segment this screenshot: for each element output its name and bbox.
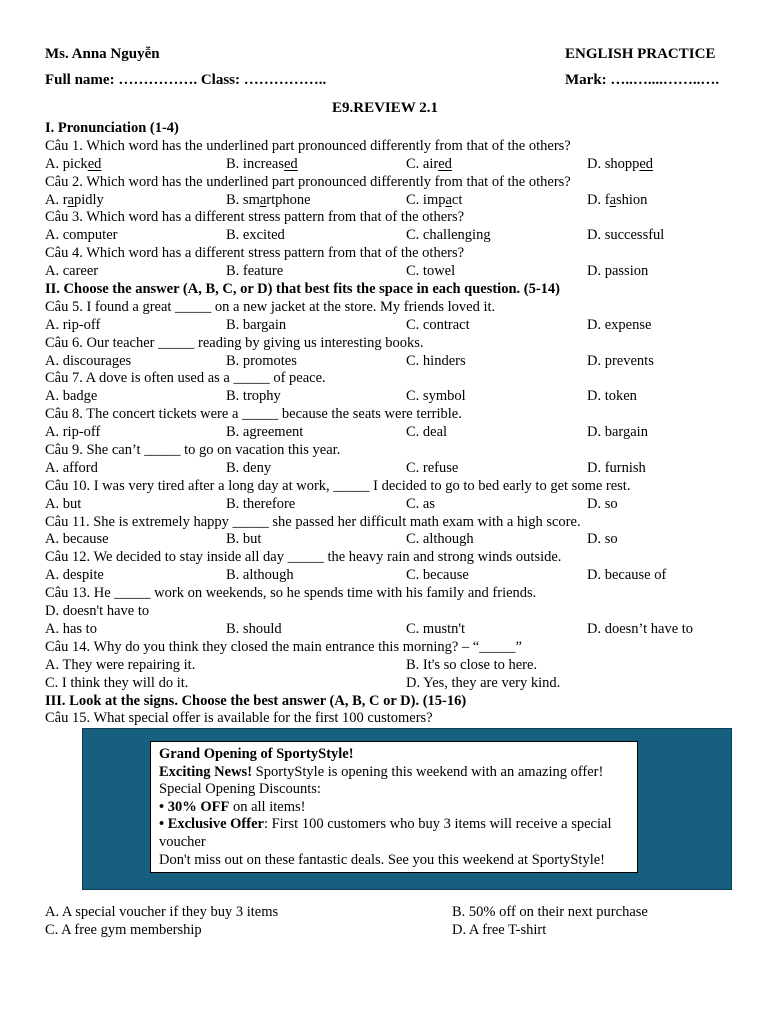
option-b: B. although (226, 567, 294, 584)
sign-notice (150, 741, 638, 873)
option-c: C. I think they will do it. (45, 674, 189, 691)
mark-line: Mark: …..…....……..…. (565, 72, 720, 88)
sign-closing: Don't miss out on these fantastic deals. See you this weekend at SportyStyle! (159, 851, 605, 868)
question-text: Câu 1. Which word has the underlined part pronounced differently from that of the others? (45, 137, 571, 154)
option-a: A. badge (45, 388, 98, 405)
question-text: Câu 15. What special offer is available for the first 100 customers? (45, 710, 433, 727)
option-a: A. A special voucher if they buy 3 items (45, 904, 279, 920)
header-row-1 (45, 46, 725, 72)
option-b: B. should (226, 620, 282, 637)
option-a: A. but (45, 495, 82, 512)
fullname-class-line: Full name: ……………. Class: …………….. (45, 72, 327, 88)
sign-image (82, 728, 732, 890)
sign-news: Exciting News! SportyStyle is opening this weekend with an amazing offer! (159, 763, 604, 780)
options-row (45, 922, 725, 940)
option-d: D. doesn’t have to (587, 620, 694, 637)
options-row (45, 567, 725, 585)
question-text: Câu 11. She is extremely happy _____ she passed her difficult math exam with a high score. (45, 513, 581, 530)
question-text: Câu 7. A dove is often used as a _____ of peace. (45, 370, 326, 387)
option-d: D. shopped (587, 155, 654, 172)
option-c: C. because (406, 567, 469, 584)
question-text: Câu 4. Which word has a different stress pattern from that of the others? (45, 245, 465, 262)
options-row (45, 621, 725, 639)
question-text: Câu 12. We decided to stay inside all day _____ the heavy rain and strong winds outside. (45, 549, 562, 566)
option-c: C. challenging (406, 227, 491, 244)
options-row (45, 675, 725, 693)
option-b: B. trophy (226, 388, 281, 405)
option-b: B. but (226, 531, 262, 548)
subject-title: ENGLISH PRACTICE (565, 46, 716, 62)
sign-bullet-2: • Exclusive Offer: First 100 customers who buy 3 items will receive a special voucher (159, 816, 612, 850)
header-row-2 (45, 72, 725, 98)
section-heading: III. Look at the signs. Choose the best answer (A, B, C or D). (15-16) (45, 692, 467, 709)
option-a: A. rapidly (45, 191, 104, 208)
option-d: D. A free T-shirt (452, 921, 547, 938)
option-c: C. as (406, 495, 435, 512)
option-c: C. although (406, 531, 474, 548)
option-c: C. impact (406, 191, 463, 208)
sign-discounts: Special Opening Discounts: (159, 781, 321, 798)
options-row (45, 657, 725, 675)
option-b: B. 50% off on their next purchase (452, 904, 648, 920)
option-b: B. feature (226, 263, 284, 280)
options-row (45, 904, 725, 922)
option-d: D. token (587, 388, 637, 405)
option-a: A. discourages (45, 352, 132, 369)
options-row (45, 263, 725, 281)
option-d: D. so (587, 531, 618, 548)
option-d: D. passion (587, 263, 649, 280)
question-text: Câu 13. He _____ work on weekends, so he spends time with his family and friends. (45, 585, 537, 602)
option-a: A. despite (45, 567, 104, 584)
option-d: D. Yes, they are very kind. (406, 674, 561, 691)
options-row (45, 388, 725, 406)
option-c: C. symbol (406, 388, 466, 405)
option-c: C. deal (406, 424, 448, 441)
option-b: B. deny (226, 459, 272, 476)
option-c: C. A free gym membership (45, 921, 202, 938)
question-text: Câu 3. Which word has a different stress pattern from that of the others? (45, 209, 465, 226)
sign-title: Grand Opening of SportyStyle! (159, 746, 354, 762)
option-b: B. promotes (226, 352, 297, 369)
question-text: Câu 5. I found a great _____ on a new jacket at the store. My friends loved it. (45, 298, 496, 315)
option-a: A. They were repairing it. (45, 656, 196, 673)
option-d: D. prevents (587, 352, 654, 369)
options-row (45, 317, 725, 335)
option-b: B. therefore (226, 495, 296, 512)
option-d: D. expense (587, 316, 652, 333)
option-a: A. rip-off (45, 316, 101, 333)
options-row (45, 531, 725, 549)
worksheet (45, 46, 725, 938)
option-c: C. refuse (406, 459, 459, 476)
question-text: Câu 8. The concert tickets were a _____ because the seats were terrible. (45, 406, 462, 423)
question-text: Câu 10. I was very tired after a long day at work, _____ I decided to go to bed early to get some rest. (45, 477, 631, 494)
options-row (45, 353, 725, 371)
options-row (45, 227, 725, 245)
sign-bullet-1: • 30% OFF on all items! (159, 798, 306, 815)
worksheet-title: E9.REVIEW 2.1 (332, 100, 438, 116)
option-c: C. towel (406, 263, 456, 280)
question-text: Câu 14. Why do you think they closed the main entrance this morning? – “_____” (45, 638, 522, 655)
option-b: B. It's so close to here. (406, 656, 538, 673)
option-d: D. bargain (587, 424, 648, 441)
question-text: Câu 9. She can’t _____ to go on vacation this year. (45, 442, 341, 459)
section-heading: II. Choose the answer (A, B, C, or D) that best fits the space in each question. (5-14) (45, 281, 561, 298)
options-row (45, 424, 725, 442)
option-a: A. picked (45, 155, 102, 172)
option-a: A. afford (45, 459, 98, 476)
question-text: Câu 6. Our teacher _____ reading by giving us interesting books. (45, 334, 424, 351)
option-b: B. agreement (226, 424, 304, 441)
option-d: D. because of (587, 567, 667, 584)
option-c: C. aired (406, 155, 452, 172)
option-d: D. fashion (587, 191, 648, 208)
option-a: A. because (45, 531, 109, 548)
question-text: Câu 2. Which word has the underlined part pronounced differently from that of the others? (45, 173, 571, 190)
options-row (45, 460, 725, 478)
option-a: A. rip-off (45, 424, 101, 441)
option-b: B. excited (226, 227, 285, 244)
option-a: A. computer (45, 227, 118, 244)
teacher-name: Ms. Anna Nguyễn (45, 46, 160, 62)
option-b: B. smartphone (226, 191, 311, 208)
option-c: C. hinders (406, 352, 466, 369)
option-d: D. successful (587, 227, 665, 244)
option-d: D. furnish (587, 459, 646, 476)
option-c: C. mustn't (406, 620, 466, 637)
options-row (45, 496, 725, 514)
option-b: B. increased (226, 155, 298, 172)
options-row (45, 192, 725, 210)
option-a: A. has to (45, 620, 97, 637)
option-c: C. contract (406, 316, 470, 333)
section-heading: I. Pronunciation (1-4) (45, 120, 179, 136)
q15-options (45, 904, 725, 940)
option-a: A. career (45, 263, 99, 280)
stray-option-text: D. doesn't have to (45, 603, 150, 620)
options-row (45, 156, 725, 174)
option-d: D. so (587, 495, 618, 512)
option-b: B. bargain (226, 316, 287, 333)
